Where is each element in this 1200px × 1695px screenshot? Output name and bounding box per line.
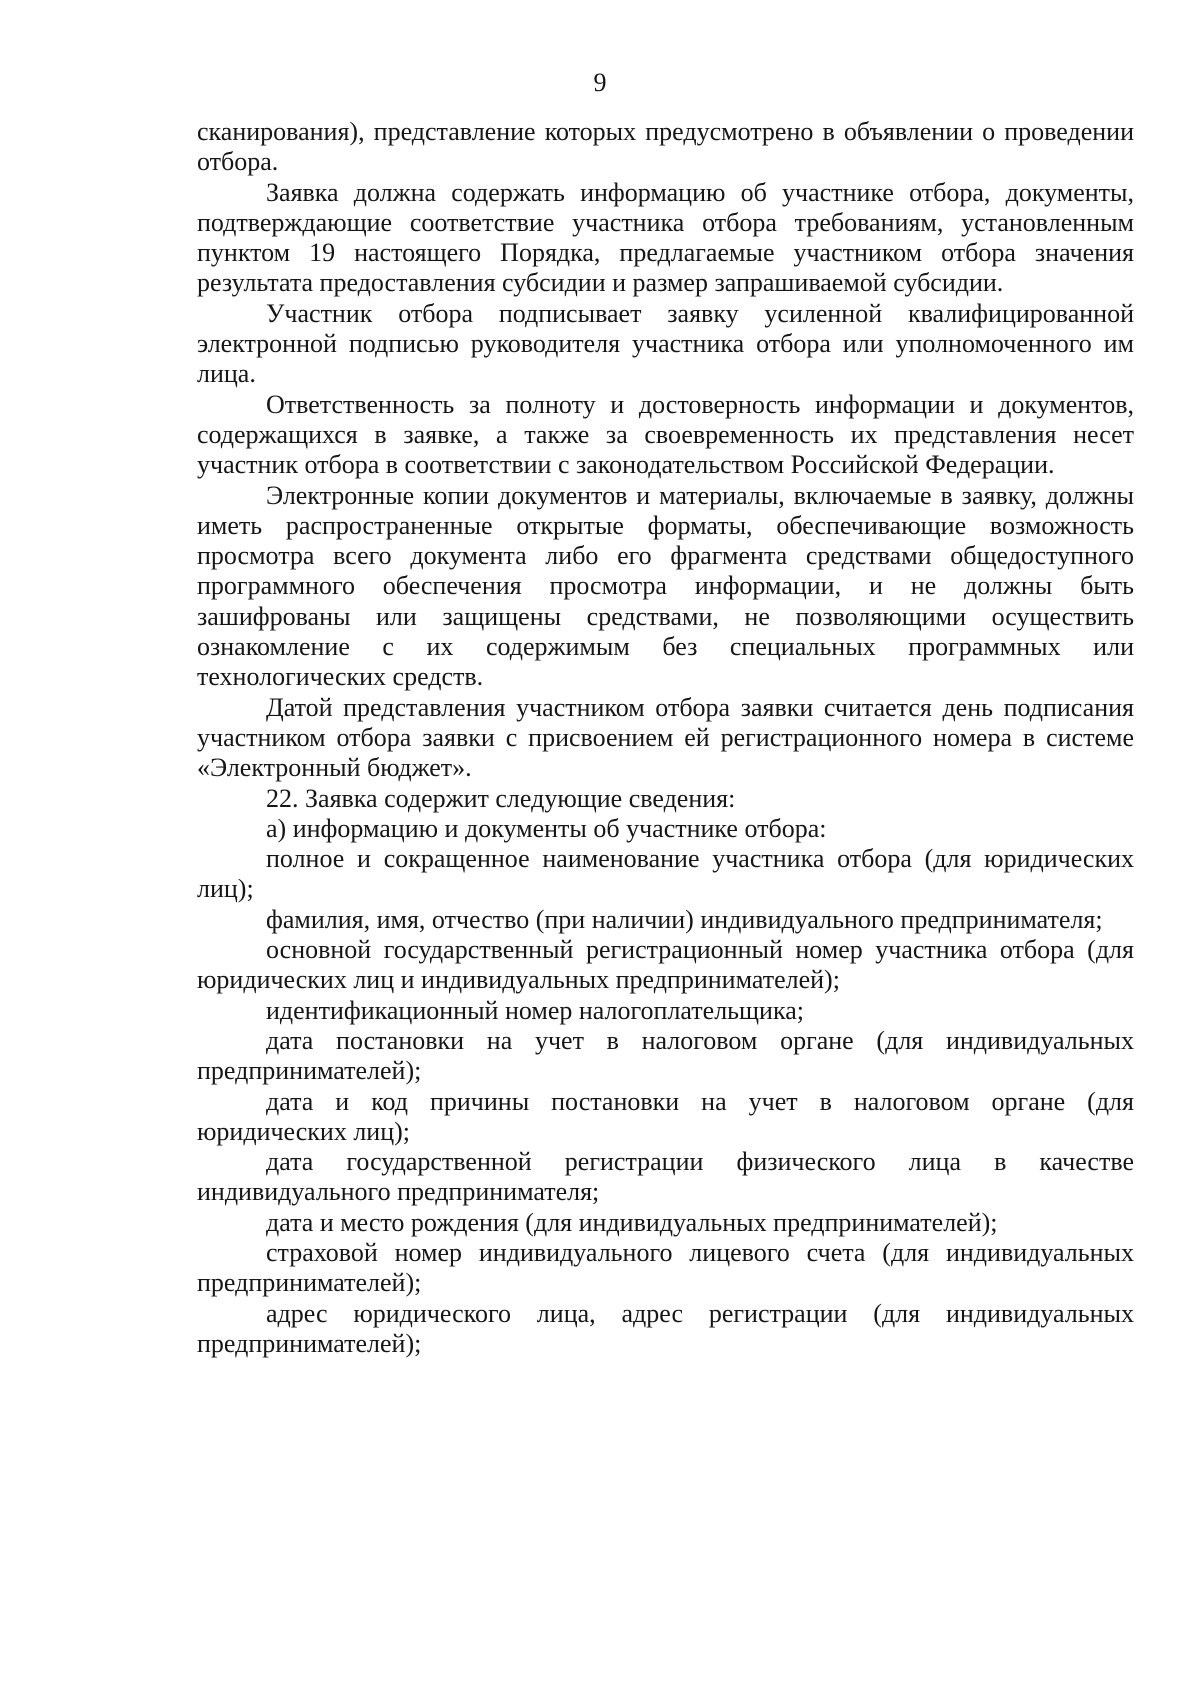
- list-item: дата государственной регистрации физического лица в качестве индивидуального предпринимателя;: [197, 1147, 1134, 1207]
- list-item: адрес юридического лица, адрес регистрации (для индивидуальных предпринимателей);: [197, 1298, 1134, 1358]
- list-item: дата постановки на учет в налоговом органе (для индивидуальных предпринимателей);: [197, 1025, 1134, 1086]
- list-item: фамилия, имя, отчество (при наличии) индивидуального предпринимателя;: [266, 904, 1103, 934]
- page-number: 9: [593, 68, 607, 97]
- list-item: основной государственный регистрационный номер участника отбора (для юридических лиц и индивидуальных предпринимателей);: [197, 935, 1134, 995]
- paragraph: Заявка должна содержать информацию об участнике отбора, документы, подтверждающие соответствие участника отбора требованиям, установленным пунктом 19 настоящего Порядка, предлагаемые участником отбора значения результата предоставления субсидии и размер запрашиваемой субсидии.: [197, 177, 1134, 298]
- subsection-heading: а) информацию и документы об участнике отбора:: [266, 813, 827, 843]
- paragraph: сканирования), представление которых предусмотрено в объявлении о проведении отбора.: [197, 117, 1134, 177]
- list-item: идентификационный номер налогоплательщика;: [266, 995, 804, 1025]
- paragraph: Датой представления участником отбора заявки считается день подписания участником отбора заявки с присвоением ей регистрационного номера в системе «Электронный бюджет».: [197, 692, 1134, 783]
- section-heading: 22. Заявка содержит следующие сведения:: [266, 783, 736, 813]
- paragraph: Электронные копии документов и материалы, включаемые в заявку, должны иметь распространенные открытые форматы, обеспечивающие возможность просмотра всего документа либо его фрагмента средствами общедоступного программного обеспечения просмотра информации, и не должны быть зашифрованы или защищены средствами, не позволяющими осуществить ознакомление с их содержимым без специальных программных или технологических средств.: [197, 480, 1134, 692]
- paragraph: Ответственность за полноту и достоверность информации и документов, содержащихся в заявке, а также за своевременность их представления несет участник отбора в соответствии с законодательством Российской Федерации.: [197, 389, 1134, 480]
- document-body: [197, 117, 1134, 1359]
- paragraph: Участник отбора подписывает заявку усиленной квалифицированной электронной подписью руководителя участника отбора или уполномоченного им лица.: [197, 298, 1134, 389]
- list-item: страховой номер индивидуального лицевого счета (для индивидуальных предпринимателей);: [197, 1237, 1134, 1298]
- list-item: дата и место рождения (для индивидуальных предпринимателей);: [266, 1207, 998, 1237]
- list-item: дата и код причины постановки на учет в налоговом органе (для юридических лиц);: [197, 1086, 1134, 1146]
- list-item: полное и сокращенное наименование участника отбора (для юридических лиц);: [197, 844, 1134, 904]
